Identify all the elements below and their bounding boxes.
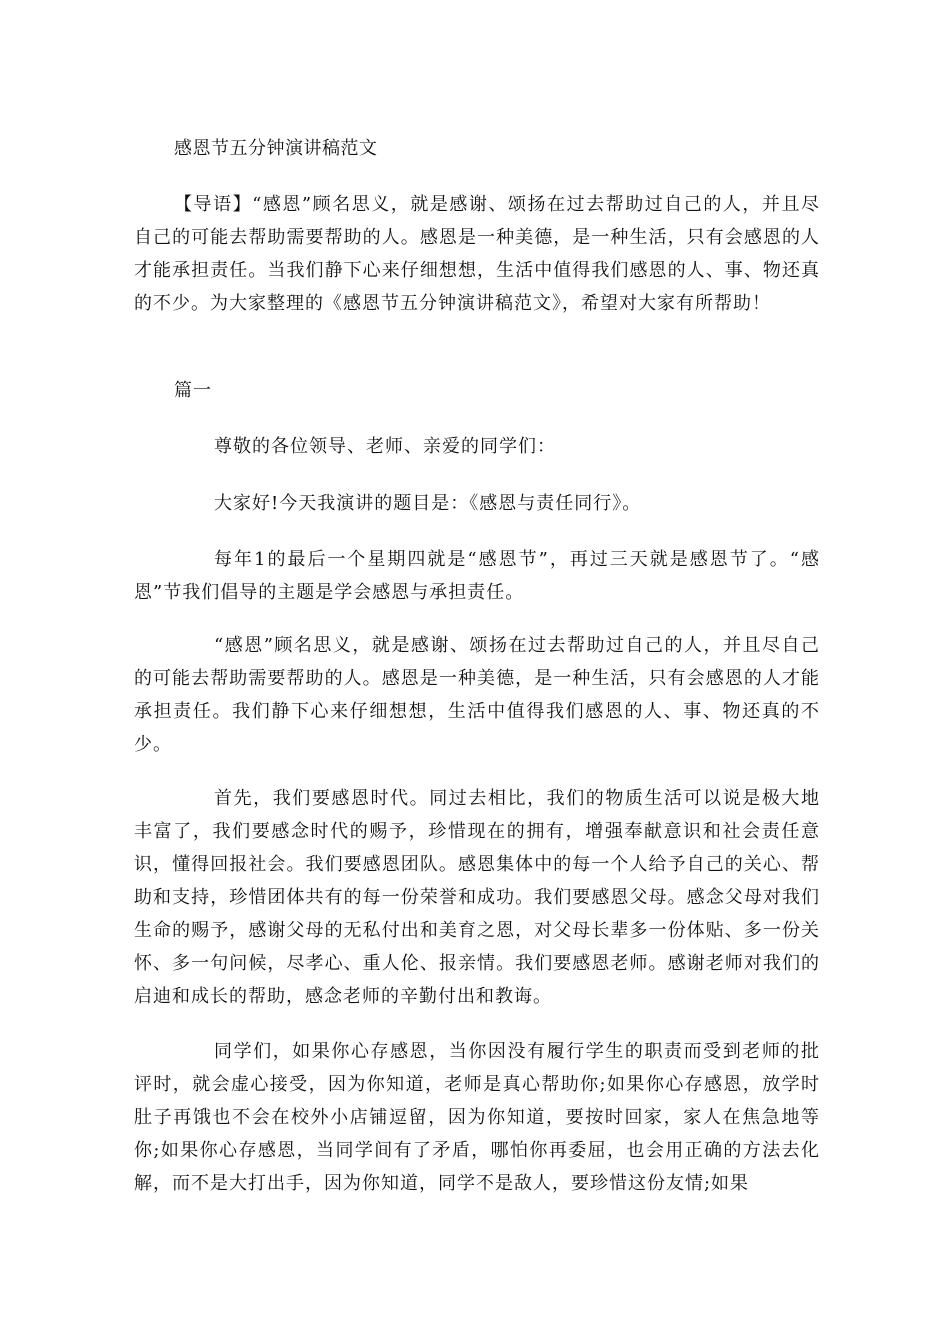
paragraph-students: 同学们，如果你心存感恩，当你因没有履行学生的职责而受到老师的批评时，就会虚心接受，因为你知道，老师是真心帮助你;如果你心存感恩，放学时肚子再饿也不会在校外小店铺逗留，因为你知道，要按时回家，家人在焦急地等你;如果你心存感恩，当同学间有了矛盾，哪怕你再委屈，也会用正确的方法去化解，而不是大打出手，因为你知道，同学不是敌人，要珍惜这份友情;如果	[134, 1041, 820, 1194]
paragraph-thanksgiving-intro: 每年1的最后一个星期四就是“感恩节”，再过三天就是感恩节了。“感恩”节我们倡导的主题是学会感恩与承担责任。	[134, 549, 820, 603]
paragraph-greeting: 大家好!今天我演讲的题目是：《感恩与责任同行》。	[214, 493, 642, 514]
paragraph-gratitude-list: 首先，我们要感恩时代。同过去相比，我们的物质生活可以说是极大地丰富了，我们要感念时代的赐予，珍惜现在的拥有，增强奉献意识和社会责任意识，懂得回报社会。我们要感恩团队。感恩集体中的每一个人给予自己的关心、帮助和支持，珍惜团体共有的每一份荣誉和成功。我们要感恩父母。感念父母对我们生命的赐予，感谢父母的无私付出和美育之恩，对父母长辈多一份体贴、多一份关怀、多一句问候，尽孝心、重人伦、报亲情。我们要感恩老师。感谢老师对我们的启迪和成长的帮助，感念老师的辛勤付出和教诲。	[134, 788, 820, 1007]
section-heading: 篇一	[174, 380, 212, 401]
document-title: 感恩节五分钟演讲稿范文	[174, 138, 378, 159]
paragraph-gratitude-meaning: “感恩”顾名思义，就是感谢、颂扬在过去帮助过自己的人，并且尽自己的可能去帮助需要帮助的人。感恩是一种美德，是一种生活，只有会感恩的人才能承担责任。我们静下心来仔细想想，生活中值得我们感恩的人、事、物还真的不少。	[134, 635, 820, 755]
intro-paragraph: 【导语】“感恩”顾名思义，就是感谢、颂扬在过去帮助过自己的人，并且尽自己的可能去帮助需要帮助的人。感恩是一种美德，是一种生活，只有会感恩的人才能承担责任。当我们静下心来仔细想想，生活中值得我们感恩的人、事、物还真的不少。为大家整理的《感恩节五分钟演讲稿范文》，希望对大家有所帮助！	[134, 194, 820, 314]
paragraph-salutation: 尊敬的各位领导、老师、亲爱的同学们：	[214, 436, 556, 457]
